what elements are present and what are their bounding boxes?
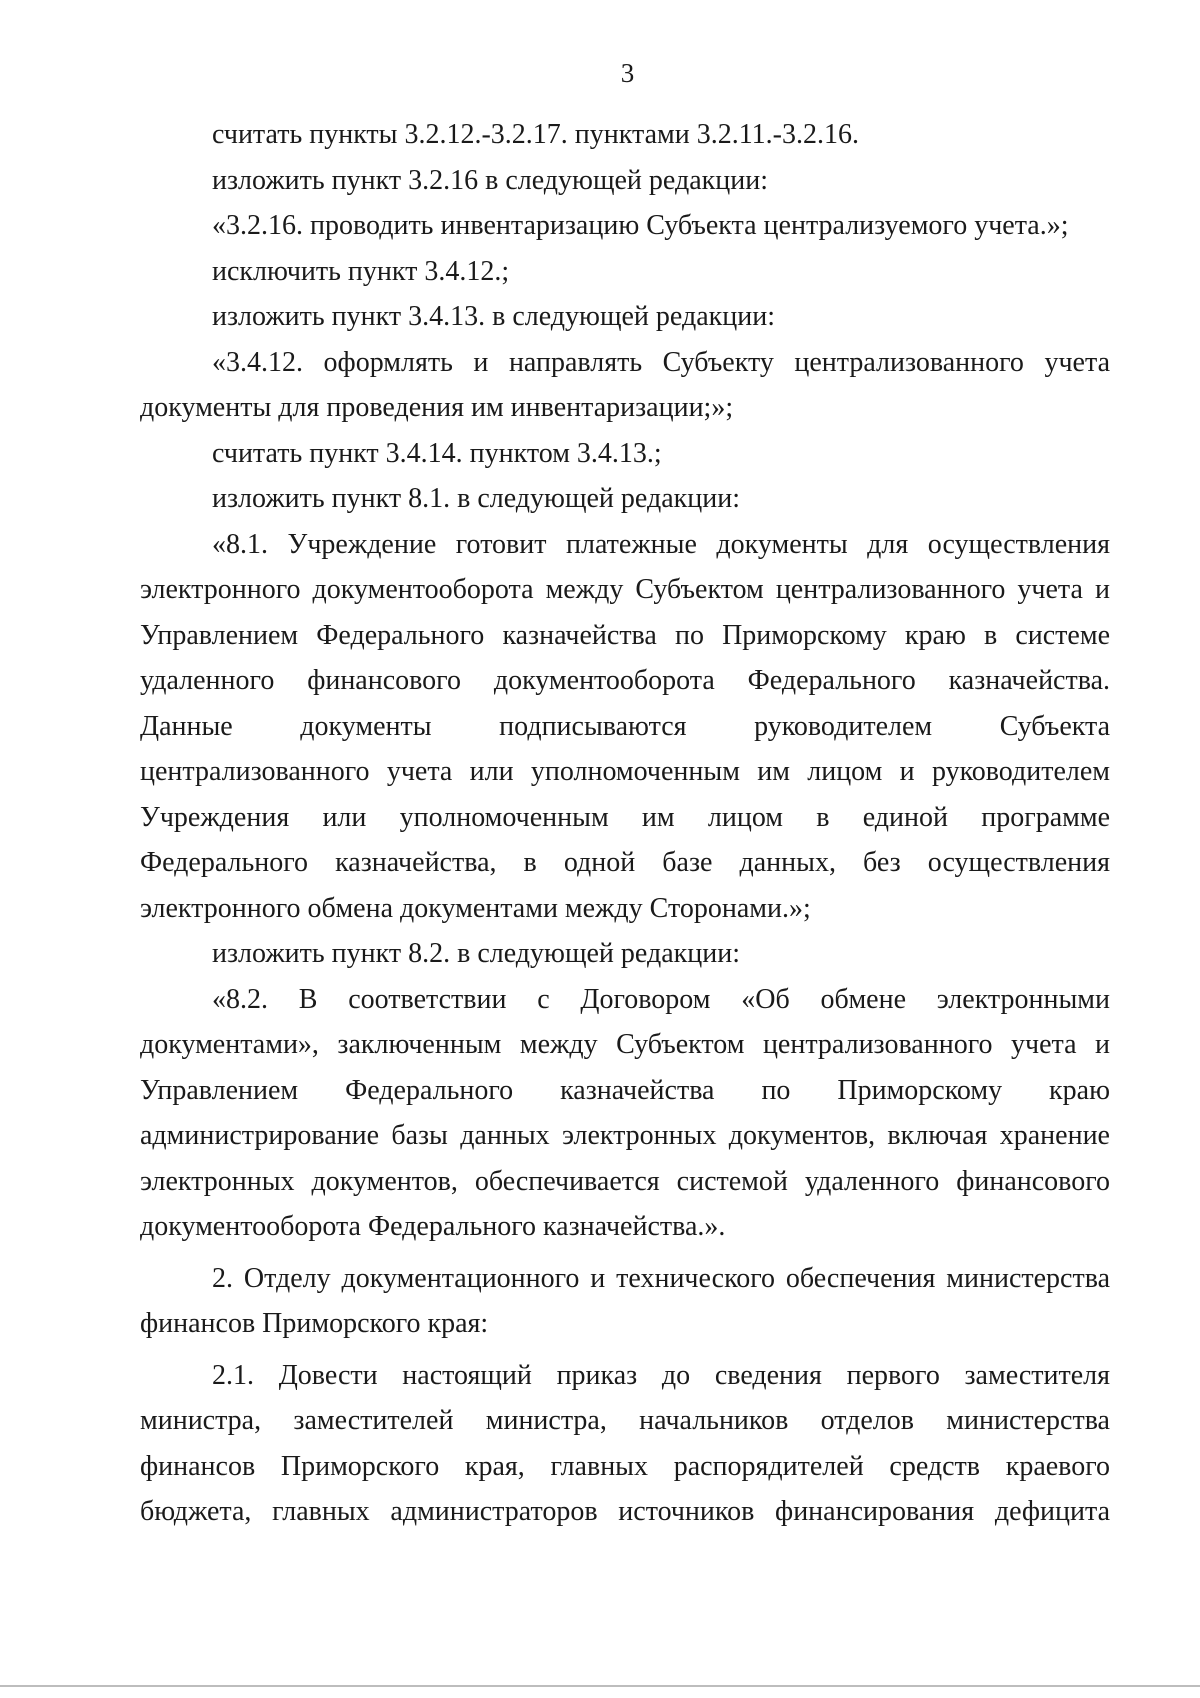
text-line: документами», заключенным между Субъектом централизованного учета и <box>140 1029 1110 1060</box>
text-line: Управлением Федерального казначейства по Приморскому краю <box>140 1074 1110 1106</box>
text-line: изложить пункт 8.1. в следующей редакции: <box>212 483 740 514</box>
text-line: Учреждения или уполномоченным им лицом в единой программе <box>140 801 1110 833</box>
text-line: считать пункты 3.2.12.-3.2.17. пунктами 3.2.11.-3.2.16. <box>212 119 859 150</box>
text-line: изложить пункт 3.2.16 в следующей редакции: <box>212 164 768 196</box>
text-line: изложить пункт 3.4.13. в следующей редакции: <box>212 301 775 332</box>
text-line: электронного обмена документами между Сторонами.»; <box>140 892 811 924</box>
text-line: «8.2. В соответствии с Договором «Об обмене электронными <box>212 983 1110 1015</box>
text-line: 2.1. Довести настоящий приказ до сведения первого заместителя <box>212 1359 1110 1391</box>
text-line: «3.2.16. проводить инвентаризацию Субъекта централизуемого учета.»; <box>212 210 1069 241</box>
text-line: администрирование базы данных электронных документов, включая хранение <box>140 1120 1110 1151</box>
text-line: документы для проведения им инвентаризации;»; <box>140 392 734 423</box>
text-line: финансов Приморского края: <box>140 1308 489 1339</box>
text-line: Данные документы подписываются руководителем Субъекта <box>140 710 1110 742</box>
text-line: документооборота Федерального казначейства.». <box>140 1211 726 1242</box>
text-line: Федерального казначейства, в одной базе данных, без осуществления <box>140 847 1110 878</box>
text-line: «3.4.12. оформлять и направлять Субъекту централизованного учета <box>212 346 1110 378</box>
text-line: бюджета, главных администраторов источников финансирования дефицита <box>140 1496 1110 1527</box>
text-line: финансов Приморского края, главных распорядителей средств краевого <box>140 1450 1110 1482</box>
text-line: электронных документов, обеспечивается системой удаленного финансового <box>140 1165 1110 1197</box>
text-line: 2. Отделу документационного и технического обеспечения министерства <box>212 1262 1110 1294</box>
text-line: исключить пункт 3.4.12.; <box>212 255 510 287</box>
text-line: «8.1. Учреждение готовит платежные документы для осуществления <box>212 528 1110 560</box>
text-line: считать пункт 3.4.14. пунктом 3.4.13.; <box>212 437 662 469</box>
document-body <box>140 112 1110 1535</box>
text-line: удаленного финансового документооборота Федерального казначейства. <box>140 665 1110 696</box>
text-line: Управлением Федерального казначейства по Приморскому краю в системе <box>140 619 1110 651</box>
text-line: изложить пункт 8.2. в следующей редакции: <box>212 938 740 969</box>
text-line: электронного документооборота между Субъектом централизованного учета и <box>140 574 1110 605</box>
text-line: министра, заместителей министра, начальников отделов министерства <box>140 1405 1110 1436</box>
page-number: 3 <box>620 58 635 88</box>
scan-edge-divider <box>0 1685 1200 1687</box>
text-line: централизованного учета или уполномоченным им лицом и руководителем <box>140 756 1110 787</box>
